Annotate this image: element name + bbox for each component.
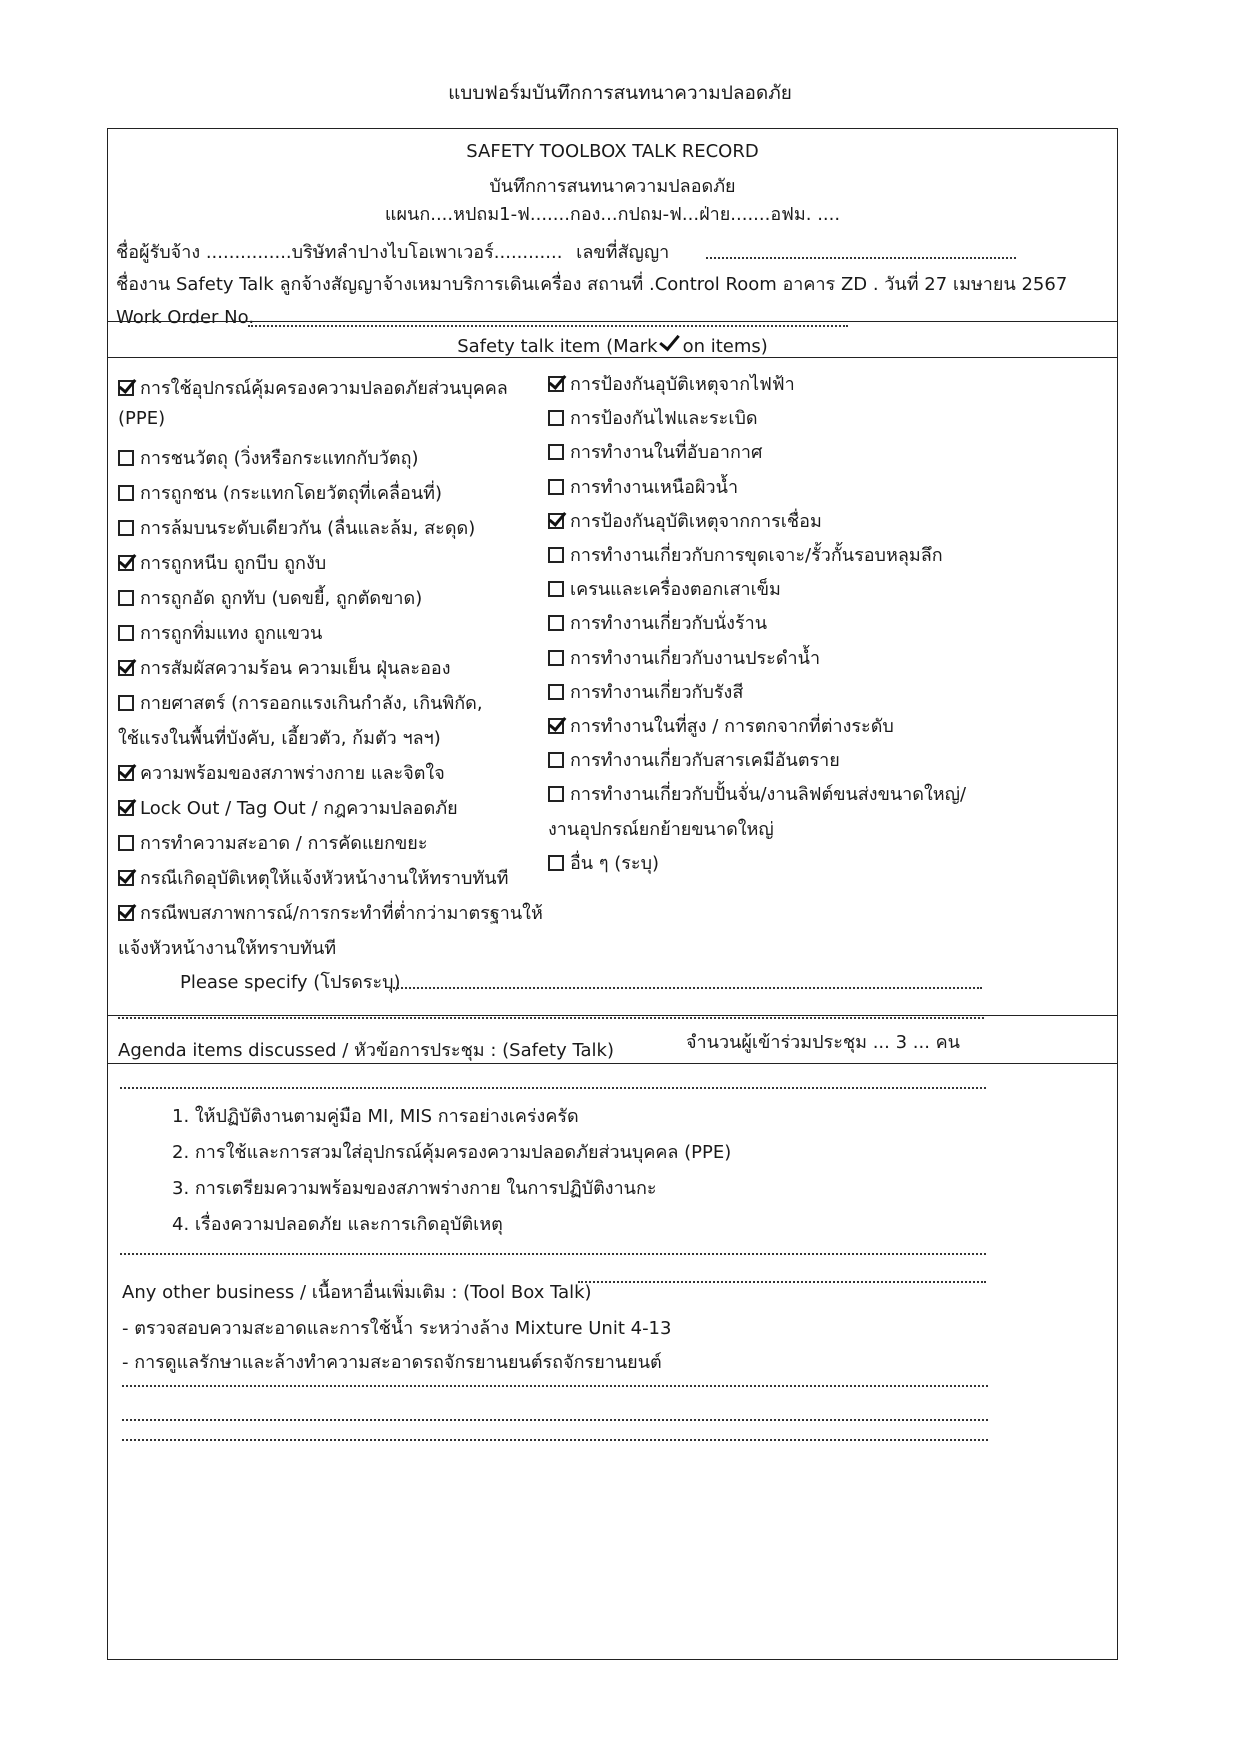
checklist-item-label: เครนและเครื่องตอกเสาเข็ม — [570, 579, 781, 601]
checklist-item — [118, 653, 451, 682]
items-header-prefix: Safety talk item (Mark — [457, 336, 658, 357]
checklist-item — [118, 828, 428, 857]
checklist-item — [118, 758, 445, 787]
checklist-item-label: งานอุปกรณ์ยกย้ายขนาดใหญ่ — [548, 818, 774, 840]
work-order-field[interactable] — [248, 325, 848, 327]
checklist-item — [118, 478, 442, 507]
checklist-item-label: ใช้แรงในพื้นที่บังคับ, เอี้ยวตัว, ก้มตัว ฯลฯ) — [118, 728, 441, 749]
checklist-item-label: กรณีพบสภาพการณ์/การกระทำที่ต่ำกว่ามาตรฐานให้ — [140, 903, 543, 924]
checklist-item — [548, 643, 820, 672]
checkbox[interactable] — [118, 590, 134, 606]
checklist-item-label: การใช้อุปกรณ์คุ้มครองความปลอดภัยส่วนบุคคล — [140, 378, 508, 399]
specify-extra-line[interactable] — [118, 1017, 984, 1019]
checklist-item-label: การป้องกันอุบัติเหตุจากการเชื่อม — [570, 510, 822, 532]
other-business-item: - ตรวจสอบความสะอาดและการใช้น้ำ ระหว่างล้าง Mixture Unit 4-13 — [122, 1318, 672, 1339]
checklist-item-label: Lock Out / Tag Out / กฎความปลอดภัย — [140, 798, 458, 819]
divider — [108, 1015, 1117, 1016]
checked-checkbox[interactable] — [118, 870, 134, 886]
checkbox[interactable] — [118, 695, 134, 711]
checklist-item — [548, 848, 659, 877]
checklist-item-label: การทำงานเกี่ยวกับงานประดำน้ำ — [570, 647, 821, 669]
checklist-item — [548, 608, 767, 637]
checklist-item-label: กายศาสตร์ (การออกแรงเกินกำลัง, เกินพิกัด, — [140, 693, 483, 714]
checkmark-icon — [659, 330, 680, 352]
form-title-en: SAFETY TOOLBOX TALK RECORD — [466, 141, 759, 162]
checklist-item-label: การทำงานในที่อับอากาศ — [570, 442, 763, 464]
checklist-item-label: การทำความสะอาด / การคัดแยกขยะ — [140, 833, 428, 854]
items-header — [108, 331, 1117, 357]
contractor-value: บริษัทลำปางไบโอเพาเวอร์............ — [291, 242, 563, 263]
checklist-item-label: การถูกชน (กระแทกโดยวัตถุที่เคลื่อนที่) — [140, 483, 443, 504]
checklist-item — [548, 745, 840, 774]
checklist-item — [548, 369, 795, 398]
checklist-item-label: การทำงานเกี่ยวกับรังสี — [570, 681, 744, 703]
checked-checkbox[interactable] — [118, 660, 134, 676]
please-specify-label: Please specify (โปรดระบุ) — [180, 972, 401, 993]
checkbox[interactable] — [548, 684, 564, 700]
checklist-item — [548, 779, 966, 808]
checkbox[interactable] — [548, 479, 564, 495]
agenda-label: Agenda items discussed / หัวข้อการประชุม : (Safety Talk) — [118, 1040, 614, 1061]
checklist-item — [118, 373, 508, 402]
page-heading: แบบฟอร์มบันทึกการสนทนาความปลอดภัย — [448, 82, 792, 104]
contract-no-field[interactable] — [706, 257, 1016, 259]
divider — [108, 357, 1117, 358]
checkbox[interactable] — [548, 444, 564, 460]
checkbox[interactable] — [548, 855, 564, 871]
agenda-item: 3. การเตรียมความพร้อมของสภาพร่างกาย ในการปฏิบัติงานกะ — [172, 1178, 657, 1199]
checkbox[interactable] — [118, 520, 134, 536]
agenda-item: 4. เรื่องความปลอดภัย และการเกิดอุบัติเหตุ — [172, 1214, 503, 1235]
checklist-item — [548, 403, 758, 432]
checklist-item-label: กรณีเกิดอุบัติเหตุให้แจ้งหัวหน้างานให้ทราบทันที — [140, 868, 509, 889]
checklist-item — [548, 506, 822, 535]
checklist-item — [118, 793, 458, 822]
please-specify-field[interactable] — [390, 987, 982, 989]
agenda-item: 1. ให้ปฏิบัติงานตามคู่มือ MI, MIS การอย่างเคร่งครัด — [172, 1106, 579, 1127]
checklist-item — [548, 677, 743, 706]
checklist-item — [118, 443, 419, 472]
checklist-item — [118, 723, 441, 752]
checkbox[interactable] — [548, 547, 564, 563]
checklist-item-label: ความพร้อมของสภาพร่างกาย และจิตใจ — [140, 763, 445, 784]
contract-no-label: เลขที่สัญญา — [576, 242, 670, 263]
checked-checkbox[interactable] — [118, 555, 134, 571]
checkbox[interactable] — [118, 485, 134, 501]
checkbox[interactable] — [118, 450, 134, 466]
checklist-item-label: การทำงานในที่สูง / การตกจากที่ต่างระดับ — [570, 716, 894, 737]
department-line: แผนก....หปถม1-ฟ.......กอง...กปถม-ฟ...ฝ่าย.......อฟม. .... — [384, 204, 841, 225]
work-line: ชื่องาน Safety Talk ลูกจ้างสัญญาจ้างเหมาบริการเดินเครื่อง สถานที่ .Control Room อาคาร ZD . วันที่ 27 เมษายน 2567 — [116, 274, 1068, 295]
checklist-item — [118, 583, 422, 612]
checklist-item-label: การสัมผัสความร้อน ความเย็น ฝุ่นละออง — [140, 658, 451, 679]
checkbox[interactable] — [548, 581, 564, 597]
form-title-th: บันทึกการสนทนาความปลอดภัย — [489, 176, 736, 197]
other-business-dots — [578, 1281, 986, 1283]
divider — [108, 1063, 1117, 1064]
agenda-end-line — [120, 1253, 986, 1255]
other-business-line[interactable] — [122, 1385, 988, 1387]
checklist-item-label: แจ้งหัวหน้างานให้ทราบทันที — [118, 938, 337, 959]
divider — [108, 321, 1117, 322]
checklist-item-label: อื่น ๆ (ระบุ) — [570, 852, 660, 874]
agenda-dots-line — [120, 1087, 986, 1089]
checked-checkbox[interactable] — [118, 800, 134, 816]
checkbox[interactable] — [548, 752, 564, 768]
checklist-item — [118, 408, 165, 429]
checklist-item — [118, 688, 483, 717]
checklist-item-label: การทำงานเกี่ยวกับปั้นจั่น/งานลิฟต์ขนส่งขนาดใหญ่/ — [570, 784, 967, 806]
checklist-item-label: การถูกทิ่มแทง ถูกแขวน — [140, 623, 323, 644]
work-order-label: Work Order No. — [116, 307, 255, 328]
checklist-item — [548, 437, 762, 466]
checklist-item-label: การทำงานเหนือผิวน้ำ — [570, 476, 739, 498]
checklist-item-label: การป้องกันไฟและระเบิด — [570, 408, 758, 430]
checklist-item — [548, 540, 943, 569]
agenda-item: 2. การใช้และการสวมใส่อุปกรณ์คุ้มครองความปลอดภัยส่วนบุคคล (PPE) — [172, 1142, 732, 1163]
contractor-label: ชื่อผู้รับจ้าง ............... — [116, 242, 292, 263]
checklist-item-label: การชนวัตถุ (วิ่งหรือกระแทกกับวัตถุ) — [140, 448, 419, 469]
other-business-line[interactable] — [122, 1419, 988, 1421]
checklist-item-label: การถูกหนีบ ถูกบีบ ถูกงับ — [140, 553, 327, 574]
checked-checkbox[interactable] — [548, 718, 564, 734]
checklist-item — [548, 472, 738, 501]
checklist-item — [548, 574, 781, 603]
checkbox[interactable] — [118, 625, 134, 641]
attendees-count: จำนวนผู้เข้าร่วมประชุม ... 3 ... คน — [686, 1032, 960, 1053]
other-business-label: Any other business / เนื้อหาอื่นเพิ่มเติม : (Tool Box Talk) — [122, 1282, 592, 1303]
other-business-item: - การดูแลรักษาและล้างทำความสะอาดรถจักรยานยนต์รถจักรยานยนต์ — [122, 1352, 662, 1373]
checked-checkbox[interactable] — [118, 905, 134, 921]
checkbox[interactable] — [548, 786, 564, 802]
checklist-item — [118, 513, 475, 542]
checklist-item-label: การทำงานเกี่ยวกับนั่งร้าน — [570, 613, 768, 635]
checklist-item — [118, 618, 322, 647]
checkbox[interactable] — [548, 650, 564, 666]
checklist-item-label: การทำงานเกี่ยวกับสารเคมีอันตราย — [570, 750, 840, 772]
other-business-line[interactable] — [122, 1439, 988, 1441]
checklist-item — [118, 863, 508, 892]
checked-checkbox[interactable] — [118, 765, 134, 781]
toolbox-talk-form — [107, 128, 1118, 1660]
checklist-item — [118, 548, 326, 577]
checklist-item — [548, 711, 894, 740]
checked-checkbox[interactable] — [118, 380, 134, 396]
checklist-item-label: การถูกอัด ถูกทับ (บดขยี้, ถูกตัดขาด) — [140, 588, 423, 609]
checklist-item — [118, 898, 543, 927]
checklist-item — [548, 814, 774, 843]
checkbox[interactable] — [548, 615, 564, 631]
checked-checkbox[interactable] — [548, 376, 564, 392]
checklist-item-label: การป้องกันอุบัติเหตุจากไฟฟ้า — [570, 374, 795, 395]
checked-checkbox[interactable] — [548, 513, 564, 529]
items-header-suffix: on items) — [682, 336, 768, 357]
checklist-item-label: การทำงานเกี่ยวกับการขุดเจาะ/รั้วกั้นรอบหลุมลึก — [570, 545, 943, 566]
checklist-item-label: (PPE) — [118, 408, 166, 429]
checkbox[interactable] — [548, 410, 564, 426]
checklist-item — [118, 933, 336, 962]
checklist-item-label: การล้มบนระดับเดียวกัน (ลื่นและล้ม, สะดุด) — [140, 518, 476, 539]
checkbox[interactable] — [118, 835, 134, 851]
contractor-row — [116, 237, 669, 266]
